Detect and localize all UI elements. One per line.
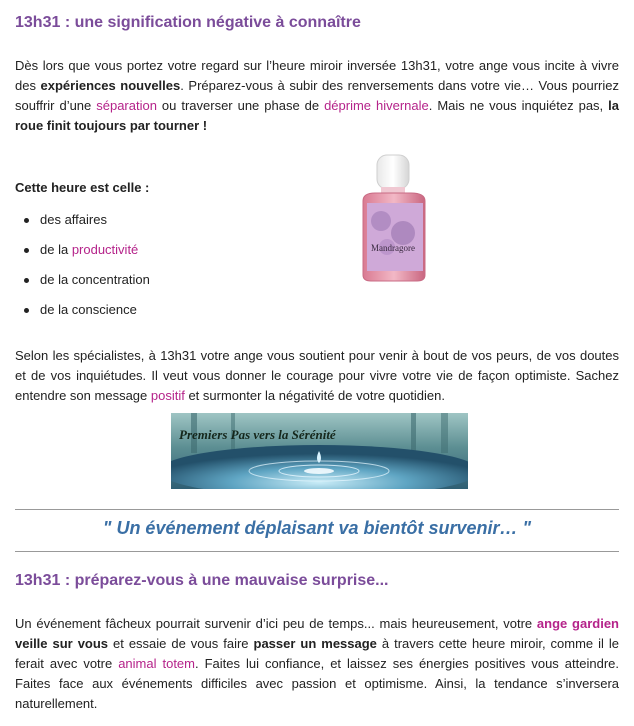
specialists-paragraph xyxy=(15,346,619,406)
separation-link[interactable]: séparation xyxy=(96,98,157,113)
list-title: Cette heure est celle : xyxy=(15,180,150,195)
deprime-hivernale-link[interactable]: déprime hivernale xyxy=(324,98,429,113)
animal-totem-link[interactable]: animal totem xyxy=(118,656,195,671)
list-item-text: de la concentration xyxy=(40,272,150,287)
productivite-link[interactable]: productivité xyxy=(71,242,139,257)
list-item-text: de la conscience xyxy=(40,302,137,317)
text: . Préparez-vous à subir des renversements dans votre vie… Vous pourriez souffrir d’une xyxy=(15,78,619,113)
bold-text: la roue finit toujours par tourner ! xyxy=(15,98,619,133)
divider xyxy=(15,551,619,552)
ange-gardien-link[interactable]: ange gardien xyxy=(536,616,619,631)
bullet-icon xyxy=(24,308,29,313)
text: Un événement fâcheux pourrait survenir d’ici peu de temps... mais heureusement, votre xyxy=(15,616,537,631)
list-item xyxy=(15,212,150,242)
hour-list xyxy=(15,180,150,332)
section-title: 13h31 : préparez-vous à une mauvaise surprise... xyxy=(15,572,389,589)
list-item xyxy=(15,242,150,272)
list-item-text: des affaires xyxy=(40,212,107,227)
text: et surmonter la négativité de votre quotidien. xyxy=(184,388,445,403)
text: et essaie de vous faire xyxy=(108,636,254,651)
text: Selon les spécialistes, à 13h31 votre ange vous soutient pour venir à bout de vos peurs, de vos doutes et de vos inquiétudes. Il veut vous donner le courage pour vivre votre vie de façon optimiste. Sachez entendre son message xyxy=(15,348,619,403)
banner-title: Premiers Pas vers la Sérénité xyxy=(179,427,336,442)
intro-paragraph xyxy=(15,56,619,136)
text: . Faites lui confiance, et laissez ses énergies positives vous atteindre. Faites face aux événements difficiles avec passion et optimisme. Ainsi, la tendance s’inversera naturellement. xyxy=(15,656,619,711)
text: ou traverser une phase de xyxy=(156,98,325,113)
divider xyxy=(15,509,619,510)
text: . Mais ne vous inquiétez pas, xyxy=(428,98,609,113)
section-title: 13h31 : une signification négative à connaître xyxy=(15,14,361,31)
list-item xyxy=(15,272,150,302)
bottle-label: Mandragore xyxy=(371,243,415,253)
list-item-text: de la xyxy=(40,242,72,257)
quote: " Un événement déplaisant va bientôt survenir… " xyxy=(102,518,532,538)
positif-link[interactable]: positif xyxy=(150,388,185,403)
serenite-banner[interactable] xyxy=(171,413,468,489)
list-item xyxy=(15,302,150,332)
bold-text: passer un message xyxy=(253,636,377,651)
bullet-icon xyxy=(24,278,29,283)
bold-text: veille sur vous xyxy=(15,636,109,651)
bold-text: expériences nouvelles xyxy=(40,78,181,93)
bullet-icon xyxy=(24,218,29,223)
text: Dès lors que vous portez votre regard sur l’heure miroir inversée 13h31, votre ange vous incite à vivre des xyxy=(15,58,619,93)
bullet-icon xyxy=(24,248,29,253)
mandragore-bottle-image xyxy=(355,153,435,283)
text: à travers cette heure miroir, comme il le ferait avec votre xyxy=(15,636,619,671)
surprise-paragraph xyxy=(15,614,619,714)
